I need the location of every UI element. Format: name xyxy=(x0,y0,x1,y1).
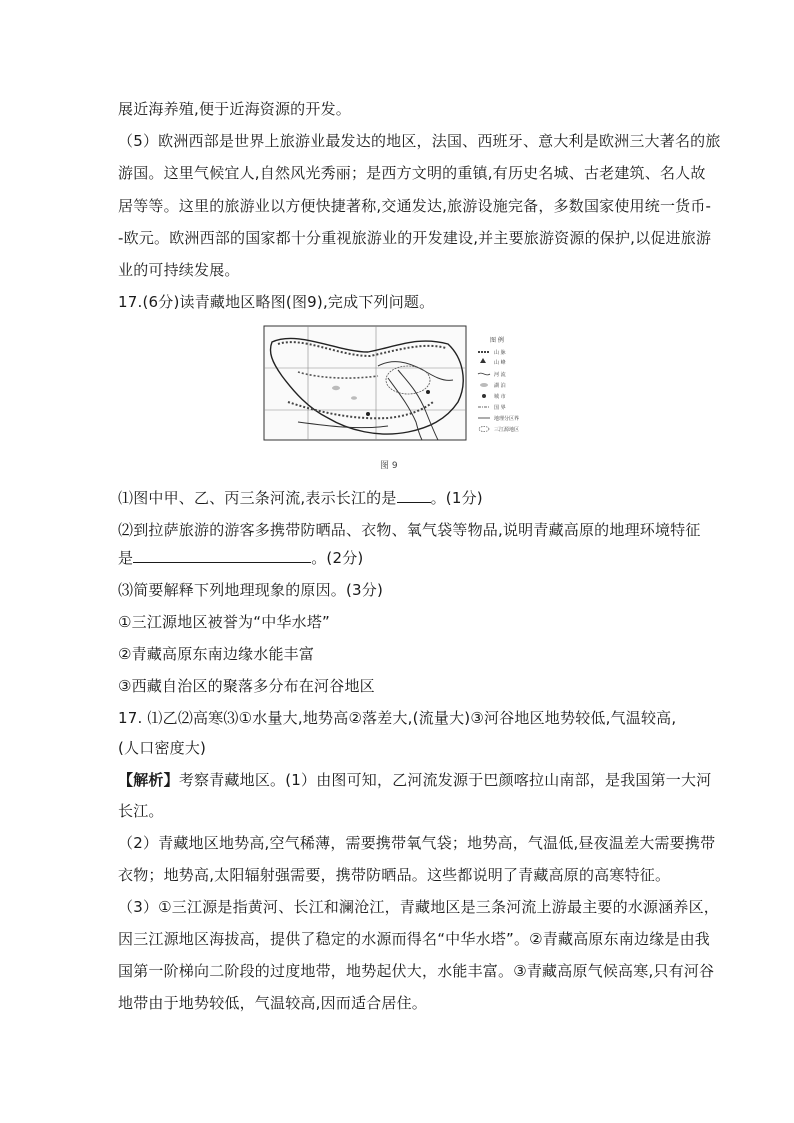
question-1 xyxy=(118,488,483,508)
legend-item: 城 市 xyxy=(494,394,506,400)
analysis-text: 考察青藏地区。(1）由图可知，乙河流发源于巴颜喀拉山南部，是我国第一大河 xyxy=(178,771,712,789)
analysis-label: 【解析】 xyxy=(118,771,179,789)
figure-caption: 图 9 xyxy=(380,461,398,471)
lake-shape xyxy=(332,386,340,390)
paragraph-line: （5）欧洲西部是世界上旅游业最发达的地区，法国、西班牙、意大利是欧洲三大著名的旅 xyxy=(118,132,721,150)
analysis-line: 长江。 xyxy=(118,802,164,820)
question-title: 17.(6分)读青藏地区略图(图9),完成下列问题。 xyxy=(118,293,435,311)
legend-item: 国 界 xyxy=(494,405,506,411)
legend-item: 湖 泊 xyxy=(494,383,506,389)
answer-line: 17. ⑴乙⑵高寒⑶①水量大,地势高②落差大,(流量大)③河谷地区地势较低,气温较高, xyxy=(118,709,677,727)
question-2-points: 。(2分) xyxy=(311,549,364,567)
legend-item: 山 脉 xyxy=(494,350,506,356)
paragraph-line: -欧元。欧洲西部的国家都十分重视旅游业的开发建设,并主要旅游资源的保护,以促进旅游 xyxy=(118,229,712,247)
lake-shape xyxy=(351,396,357,400)
paragraph-line: 展近海养殖,便于近海资源的开发。 xyxy=(118,100,351,118)
question-3-item: ②青藏高原东南边缘水能丰富 xyxy=(118,645,315,663)
legend-title: 图 例 xyxy=(490,337,504,344)
question-1-text: ⑴图中甲、乙、丙三条河流,表示长江的是 xyxy=(118,489,397,507)
question-2-answer-line xyxy=(118,548,363,568)
question-3-item: ③西藏自治区的聚落多分布在河谷地区 xyxy=(118,677,375,695)
analysis-line: （3）①三江源是指黄河、长江和澜沧江，青藏地区是三条河流上游最主要的水源涵养区， xyxy=(118,898,719,916)
analysis-line: 地带由于地势较低，气温较高,因而适合居住。 xyxy=(118,994,427,1012)
question-3-item: ①三江源地区被誉为“中华水塔” xyxy=(118,613,330,631)
analysis-line: （2）青藏地区地势高,空气稀薄，需要携带氧气袋；地势高，气温低,昼夜温差大需要携带 xyxy=(118,834,716,852)
question-1-points: 。(1分) xyxy=(430,489,483,507)
answer-blank xyxy=(133,548,311,563)
question-3: ⑶简要解释下列地理现象的原因。(3分) xyxy=(118,581,384,599)
paragraph-line: 居等等。这里的旅游业以方便快捷著称,交通发达,旅游设施完备，多数国家使用统一货币- xyxy=(118,197,712,215)
question-2: ⑵到拉萨旅游的游客多携带防晒品、衣物、氧气袋等物品,说明青藏高原的地理环境特征 xyxy=(118,521,701,539)
paragraph-line: 业的可持续发展。 xyxy=(118,261,240,279)
analysis-line xyxy=(118,770,711,790)
legend-item: 地理分区界 xyxy=(494,416,520,422)
legend-item: 河 流 xyxy=(494,372,506,378)
analysis-line: 国第一阶梯向二阶段的过度地带，地势起伏大，水能丰富。③青藏高原气候高寒,只有河谷 xyxy=(118,962,715,980)
analysis-line: 衣物；地势高,太阳辐射强需要，携带防晒品。这些都说明了青藏高原的高寒特征。 xyxy=(118,866,671,884)
map-svg xyxy=(258,322,538,472)
answer-line: (人口密度大) xyxy=(118,739,207,757)
question-2-prefix: 是 xyxy=(118,549,134,567)
legend-item: 山 峰 xyxy=(494,360,506,366)
map-legend xyxy=(478,336,519,433)
city-marker xyxy=(366,412,370,416)
qinghai-tibet-map xyxy=(258,322,538,472)
paragraph-line: 游国。这里气候宜人,自然风光秀丽；是西方文明的重镇,有历史名城、古老建筑、名人故 xyxy=(118,164,706,182)
answer-blank xyxy=(397,488,431,503)
legend-item: 三江源地区 xyxy=(494,427,520,433)
analysis-line: 因三江源地区海拔高，提供了稳定的水源而得名“中华水塔”。②青藏高原东南边缘是由我 xyxy=(118,930,710,948)
city-marker xyxy=(426,390,430,394)
